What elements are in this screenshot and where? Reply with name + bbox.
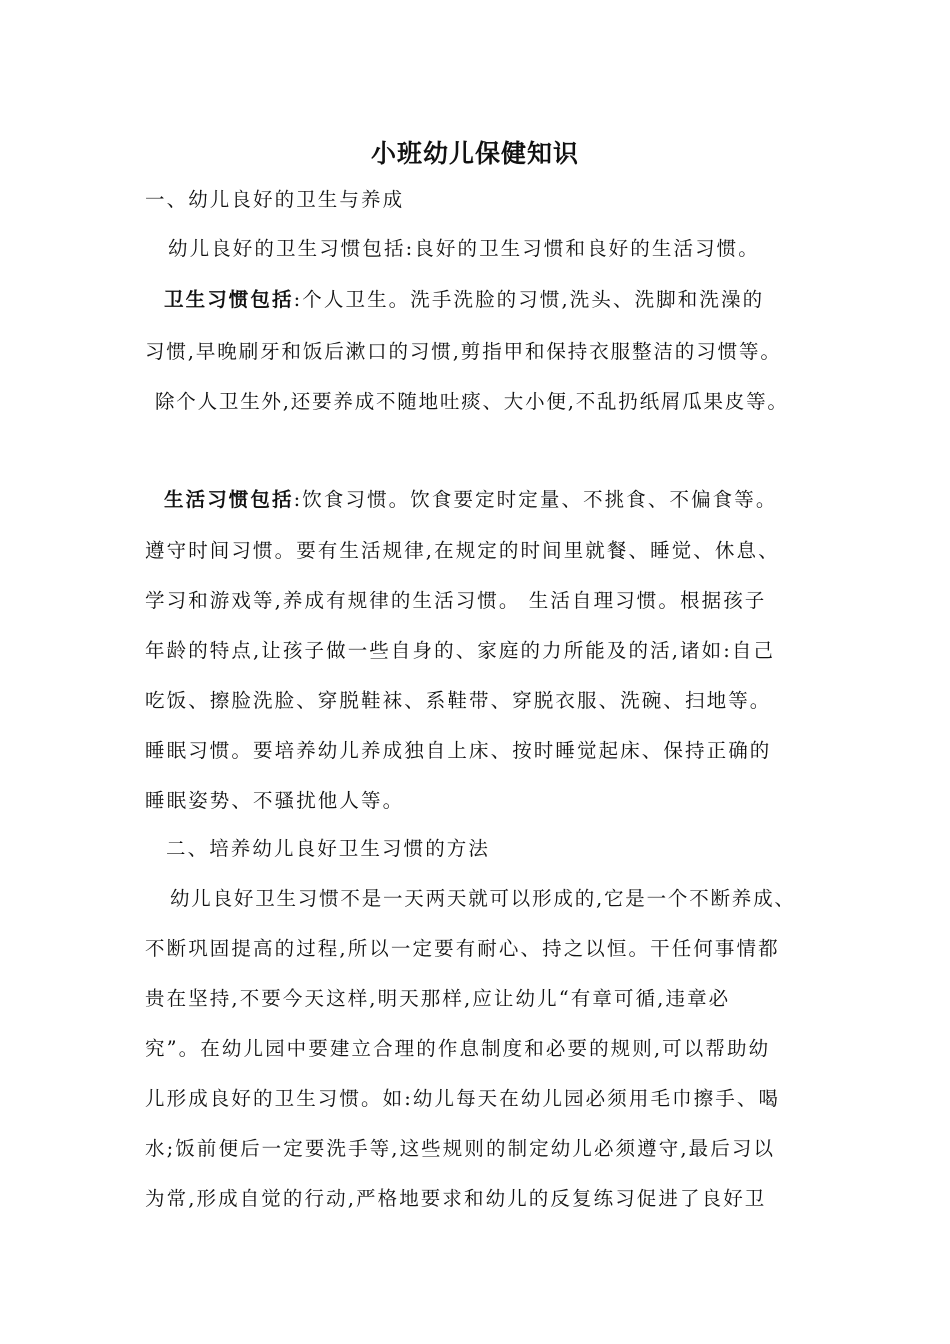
section1-heading: 一、幼儿良好的卫生与养成 [145,188,405,211]
section2-line1: 幼儿良好卫生习惯不是一天两天就可以形成的,它是一个不断养成、 [170,887,796,910]
hygiene-paragraph-line1 [164,286,764,314]
section2-line5: 儿形成良好的卫生习惯。如:幼儿每天在幼儿园必须用毛巾擦手、喝 [145,1087,781,1110]
hygiene-paragraph-line2: 习惯,早晚刷牙和饭后漱口的习惯,剪指甲和保持衣服整洁的习惯等。 [145,340,782,363]
life-paragraph-line3: 学习和游戏等,养成有规律的生活习惯。 生活自理习惯。根据孩子 [145,589,767,612]
life-paragraph-line2: 遵守时间习惯。要有生活规律,在规定的时间里就餐、睡觉、休息、 [145,539,780,562]
life-label: 生活习惯包括 [164,488,294,511]
section2-line7: 为常,形成自觉的行动,严格地要求和幼儿的反复练习促进了良好卫 [145,1187,767,1210]
life-paragraph-line4: 年龄的特点,让孩子做一些自身的、家庭的力所能及的活,诸如:自己 [145,639,776,662]
section2-heading: 二、培养幼儿良好卫生习惯的方法 [166,837,491,860]
section2-line6: 水;饭前便后一定要洗手等,这些规则的制定幼儿必须遵守,最后习以 [145,1137,776,1160]
life-text: :饮食习惯。饮食要定时定量、不挑食、不偏食等。 [293,488,778,511]
hygiene-label: 卫生习惯包括 [164,288,294,311]
section2-line4: 究”。在幼儿园中要建立合理的作息制度和必要的规则,可以帮助幼 [145,1037,771,1060]
section2-line3: 贵在坚持,不要今天这样,明天那样,应让幼儿“有章可循,违章必 [145,987,731,1010]
life-paragraph-line7: 睡眠姿势、不骚扰他人等。 [145,789,405,812]
life-paragraph-line1 [164,486,777,514]
life-paragraph-line5: 吃饭、擦脸洗脸、穿脱鞋袜、系鞋带、穿脱衣服、洗碗、扫地等。 [145,689,772,712]
life-paragraph-line6: 睡眠习惯。要培养幼儿养成独自上床、按时睡觉起床、保持正确的 [145,739,772,762]
hygiene-text: :个人卫生。洗手洗脸的习惯,洗头、洗脚和洗澡的 [293,288,765,311]
page-title: 小班幼儿保健知识 [370,139,579,168]
section2-line2: 不断巩固提高的过程,所以一定要有耐心、持之以恒。干任何事情都 [145,937,780,960]
section1-intro: 幼儿良好的卫生习惯包括:良好的卫生习惯和良好的生活习惯。 [168,237,760,260]
hygiene-paragraph-line3: 除个人卫生外,还要养成不随地吐痰、大小便,不乱扔纸屑瓜果皮等。 [155,390,789,413]
